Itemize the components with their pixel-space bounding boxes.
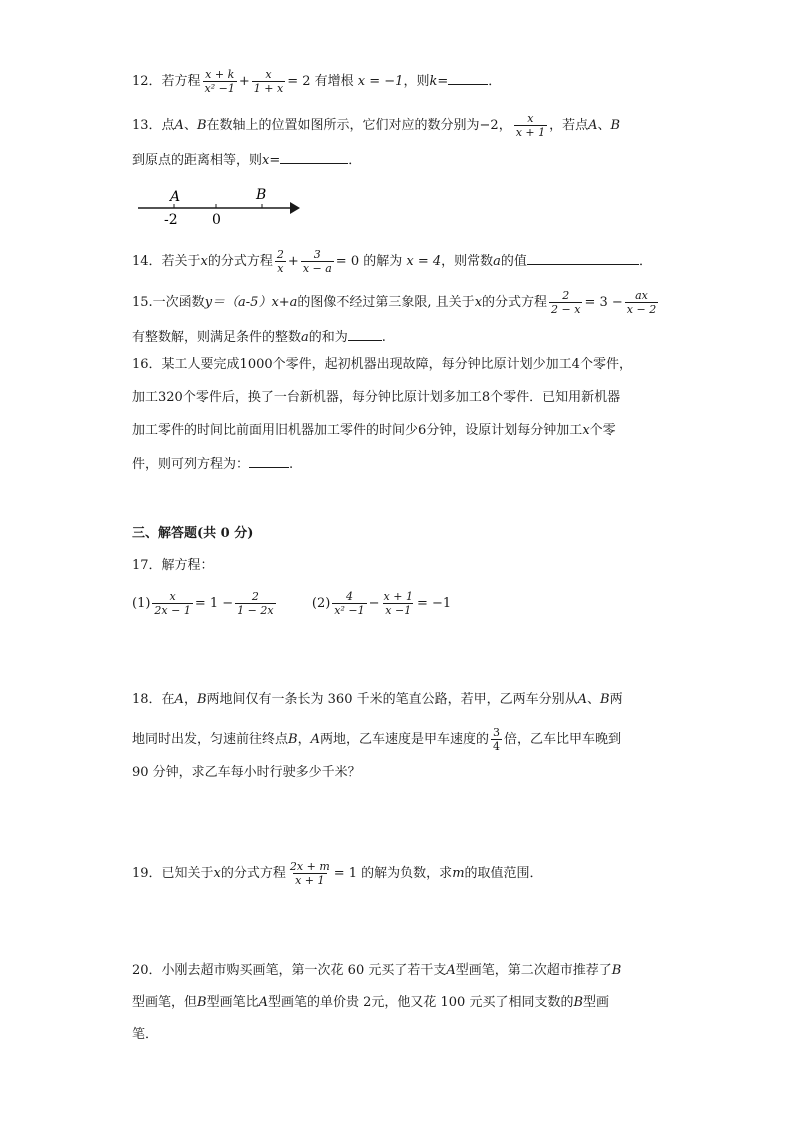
fraction: $\frac{ax}{x - 2}$ (626, 289, 657, 316)
question-15-line1: 15.一次函数y＝（a-5）x+a的图像不经过第三象限, 且关于x的分式方程 $\frac{2}{2 - x}$ = 3 − $\frac{ax}{x - 2}$ (132, 289, 657, 316)
question-12: 12．若方程 $\frac{x + k}{\text{x² −1}}$ + $\frac{x}{1 + x}$ = 2 有增根 x = −1，则k= ． (132, 68, 502, 95)
question-13-line2: 到原点的距离相等，则x= ． (132, 149, 361, 171)
fraction: $\frac{x + 1}{x -1}$ (383, 590, 413, 617)
question-16-line3: 加工零件的时间比前面用旧机器加工零件的时间少6分钟，设原计划每分钟加工x个零 (132, 423, 616, 438)
point-a-label: A (170, 189, 181, 205)
tick-label-neg2: -2 (164, 212, 178, 228)
answer-blank[interactable] (249, 453, 289, 468)
question-18-line2: 地同时出发，匀速前往终点B，A两地，乙车速度是甲车速度的 $\frac{3}{4}$ 倍，乙车比甲车晚到 (132, 726, 622, 753)
tick-label-0: 0 (212, 212, 221, 228)
question-17-title: 17．解方程： (132, 558, 214, 573)
fraction: $\frac{2}{2 - x}$ (551, 289, 581, 316)
question-13-line1: 13．点A、B在数轴上的位置如图所示，它们对应的数分别为−2， $\frac{x}{x + 1}$ ，若点A、B (132, 112, 621, 139)
fraction: $\frac{2}{x}$ (276, 248, 284, 275)
question-14: 14．若关于x的分式方程 $\frac{2}{x}$ + $\frac{3}{x - a}$ = 0 的解为 x = 4，则常数a的值 ． (132, 248, 652, 275)
question-16-line1: 16．某工人要完成1000个零件，起初机器出现故障，每分钟比原计划少加工4个零件， (132, 357, 632, 372)
fraction: $\frac{2x + m}{x + 1}$ (289, 860, 330, 887)
question-16-line2: 加工320个零件后，换了一台新机器，每分钟比原计划多加工8个零件．已知用新机器 (132, 390, 621, 405)
question-18-line3: 90 分钟，求乙车每小时行驶多少千米？ (132, 765, 361, 780)
arrow-icon (290, 202, 300, 214)
fraction: $\frac{4}{\text{x² −1}}$ (334, 590, 365, 617)
fraction: $\frac{x}{x + 1}$ (515, 112, 546, 139)
question-20-line3: 笔． (132, 1027, 159, 1042)
question-20-line1: 20．小刚去超市购买画笔，第一次花 60 元买了若干支A型画笔，第二次超市推荐了B (132, 963, 622, 978)
point-b-label: B (256, 187, 267, 203)
fraction: $\frac{3}{x - a}$ (302, 248, 332, 275)
answer-blank[interactable] (527, 250, 639, 265)
question-16-line4: 件，则可列方程为： . (132, 453, 293, 475)
question-15-line2: 有整数解，则满足条件的整数a的和为 . (132, 326, 386, 348)
answer-blank[interactable] (280, 149, 348, 164)
number-line-figure (132, 184, 312, 230)
question-19: 19．已知关于x的分式方程 $\frac{2x + m}{x + 1}$ = 1 的解为负数，求m的取值范围． (132, 860, 543, 887)
question-18-line1: 18．在A，B两地间仅有一条长为 360 千米的笔直公路，若甲，乙两车分别从A、B两 (132, 692, 623, 707)
fraction: $\frac{3}{4}$ (493, 726, 500, 753)
fraction: $\frac{2}{1 - 2x}$ (237, 590, 274, 617)
answer-blank[interactable] (448, 70, 488, 85)
answer-blank[interactable] (348, 326, 382, 341)
question-17-parts: (1) $\frac{x}{2x - 1}$ = 1 − $\frac{2}{1 - 2x}$ (2) $\frac{4}{\text{x² −1}}$ − $\frac{x + 1}{x -1}$ = −1 (132, 590, 452, 617)
fraction: $\frac{x}{1 + x}$ (253, 68, 284, 95)
question-20-line2: 型画笔，但B型画笔比A型画笔的单价贵 2元，他又花 100 元买了相同支数的B型画 (132, 995, 610, 1010)
fraction: $\frac{x}{2x - 1}$ (154, 590, 191, 617)
fraction: $\frac{x + k}{\text{x² −1}}$ (204, 68, 235, 95)
section-title: 三、解答题(共 0 分) (132, 526, 254, 541)
